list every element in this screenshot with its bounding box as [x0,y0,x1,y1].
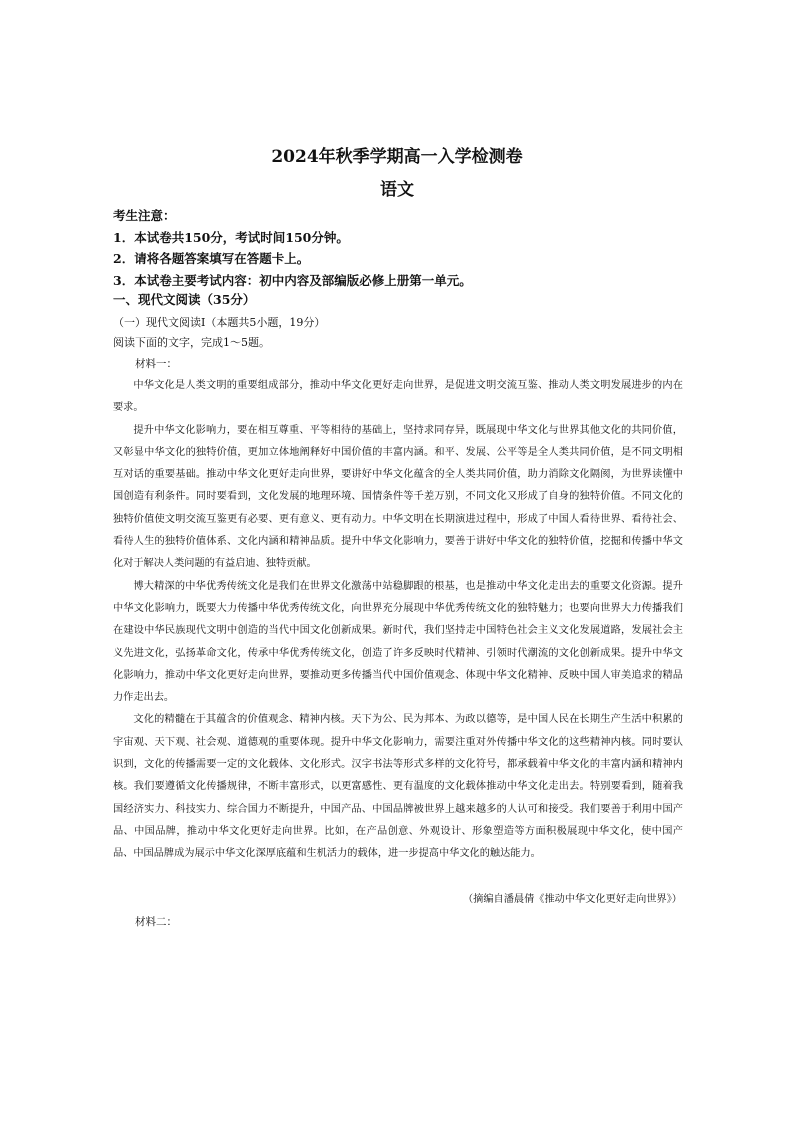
candidate-notice [113,205,713,291]
material-one-text [113,375,683,866]
material-one-label: 材料一： [135,358,177,370]
notice-item: 3．本试卷主要考试内容：初中内容及部编版必修上册第一单元。 [113,272,472,288]
section-title: 一、现代文阅读（35分） [113,292,256,307]
material-two-label: 材料二： [135,916,177,928]
paragraph: 提升中华文化影响力，要在相互尊重、平等相待的基础上，坚持求同存异，既展现中华文化与世界其他文化的共同价值，又彰显中华文化的独特价值，更加立体地阐释好中国价值的丰富内涵。和平、发展、公平等是全人类共同价值，是不同文明相互对话的重要基础。推动中华文化更好走向世界，要讲好中华文化蕴含的全人类共同价值，助力消除文化隔阂，为世界读懂中国创造有利条件。同时要看到，文化发展的地理环境、国情条件等千差万别，不同文化又形成了自身的独特价值。不同文化的独特价值使文明交流互鉴更有必要、更有意义、更有动力。中华文明在长期演进过程中，形成了中国人看待世界、看待社会、看待人生的独特价值体系、文化内涵和精神品质。提升中华文化影响力，要善于讲好中华文化的独特价值，挖掘和传播中华文化对于解决人类问题的有益启迪、独特贡献。 [113,424,683,570]
exam-title: 2024年秋季学期高一入学检测卷 [271,147,523,167]
section-subtitle: （一）现代文阅读Ⅰ（本题共5小题，19分） [113,316,326,329]
notice-heading: 考生注意： [113,208,176,223]
notice-item: 1．本试卷共150分，考试时间150分钟。 [113,229,349,245]
reading-instruction: 阅读下面的文字，完成1～5题。 [113,336,270,349]
material-one-source: （摘编自潘晨倩《推动中华文化更好走向世界》） [462,894,682,905]
paragraph: 博大精深的中华优秀传统文化是我们在世界文化激荡中站稳脚跟的根基，也是推动中华文化走出去的重要文化资源。提升中华文化影响力，既要大力传播中华优秀传统文化，向世界充分展现中华优秀传统文化的独特魅力；也要向世界大力传播我们在建设中华民族现代文明中创造的当代中国文化创新成果。新时代，我们坚持走中国特色社会主义文化发展道路，发展社会主义先进文化，弘扬革命文化，传承中华优秀传统文化，创造了许多反映时代精神、引领时代潮流的文化创新成果。提升中华文化影响力，推动中华文化更好走向世界，要推动更多传播当代中国价值观念、体现中华文化精神、反映中国人审美追求的精品力作走出去。 [113,580,683,704]
subject-title: 语文 [380,180,414,200]
paragraph: 中华文化是人类文明的重要组成部分，推动中华文化更好走向世界，是促进文明交流互鉴、推动人类文明发展进步的内在要求。 [113,380,683,414]
paragraph: 文化的精髓在于其蕴含的价值观念、精神内核。天下为公、民为邦本、为政以德等，是中国人民在长期生产生活中积累的宇宙观、天下观、社会观、道德观的重要体现。提升中华文化影响力，需要注重对外传播中华文化的这些精神内核。同时要认识到，文化的传播需要一定的文化载体、文化形式。汉字书法等形式多样的文化符号，都承载着中华文化的丰富内涵和精神内核。我们要遵循文化传播规律，不断丰富形式，以更富感性、更有温度的文化载体推动中华文化走出去。特别要看到，随着我国经济实力、科技实力、综合国力不断提升，中国产品、中国品牌被世界上越来越多的人认可和接受。我们要善于利用中国产品、中国品牌，推动中华文化更好走向世界。比如，在产品创意、外观设计、形象塑造等方面积极展现中华文化，使中国产品、中国品牌成为展示中华文化深厚底蕴和生机活力的载体，进一步提高中华文化的触达能力。 [113,714,683,860]
notice-item: 2．请将各题答案填写在答题卡上。 [113,251,310,266]
